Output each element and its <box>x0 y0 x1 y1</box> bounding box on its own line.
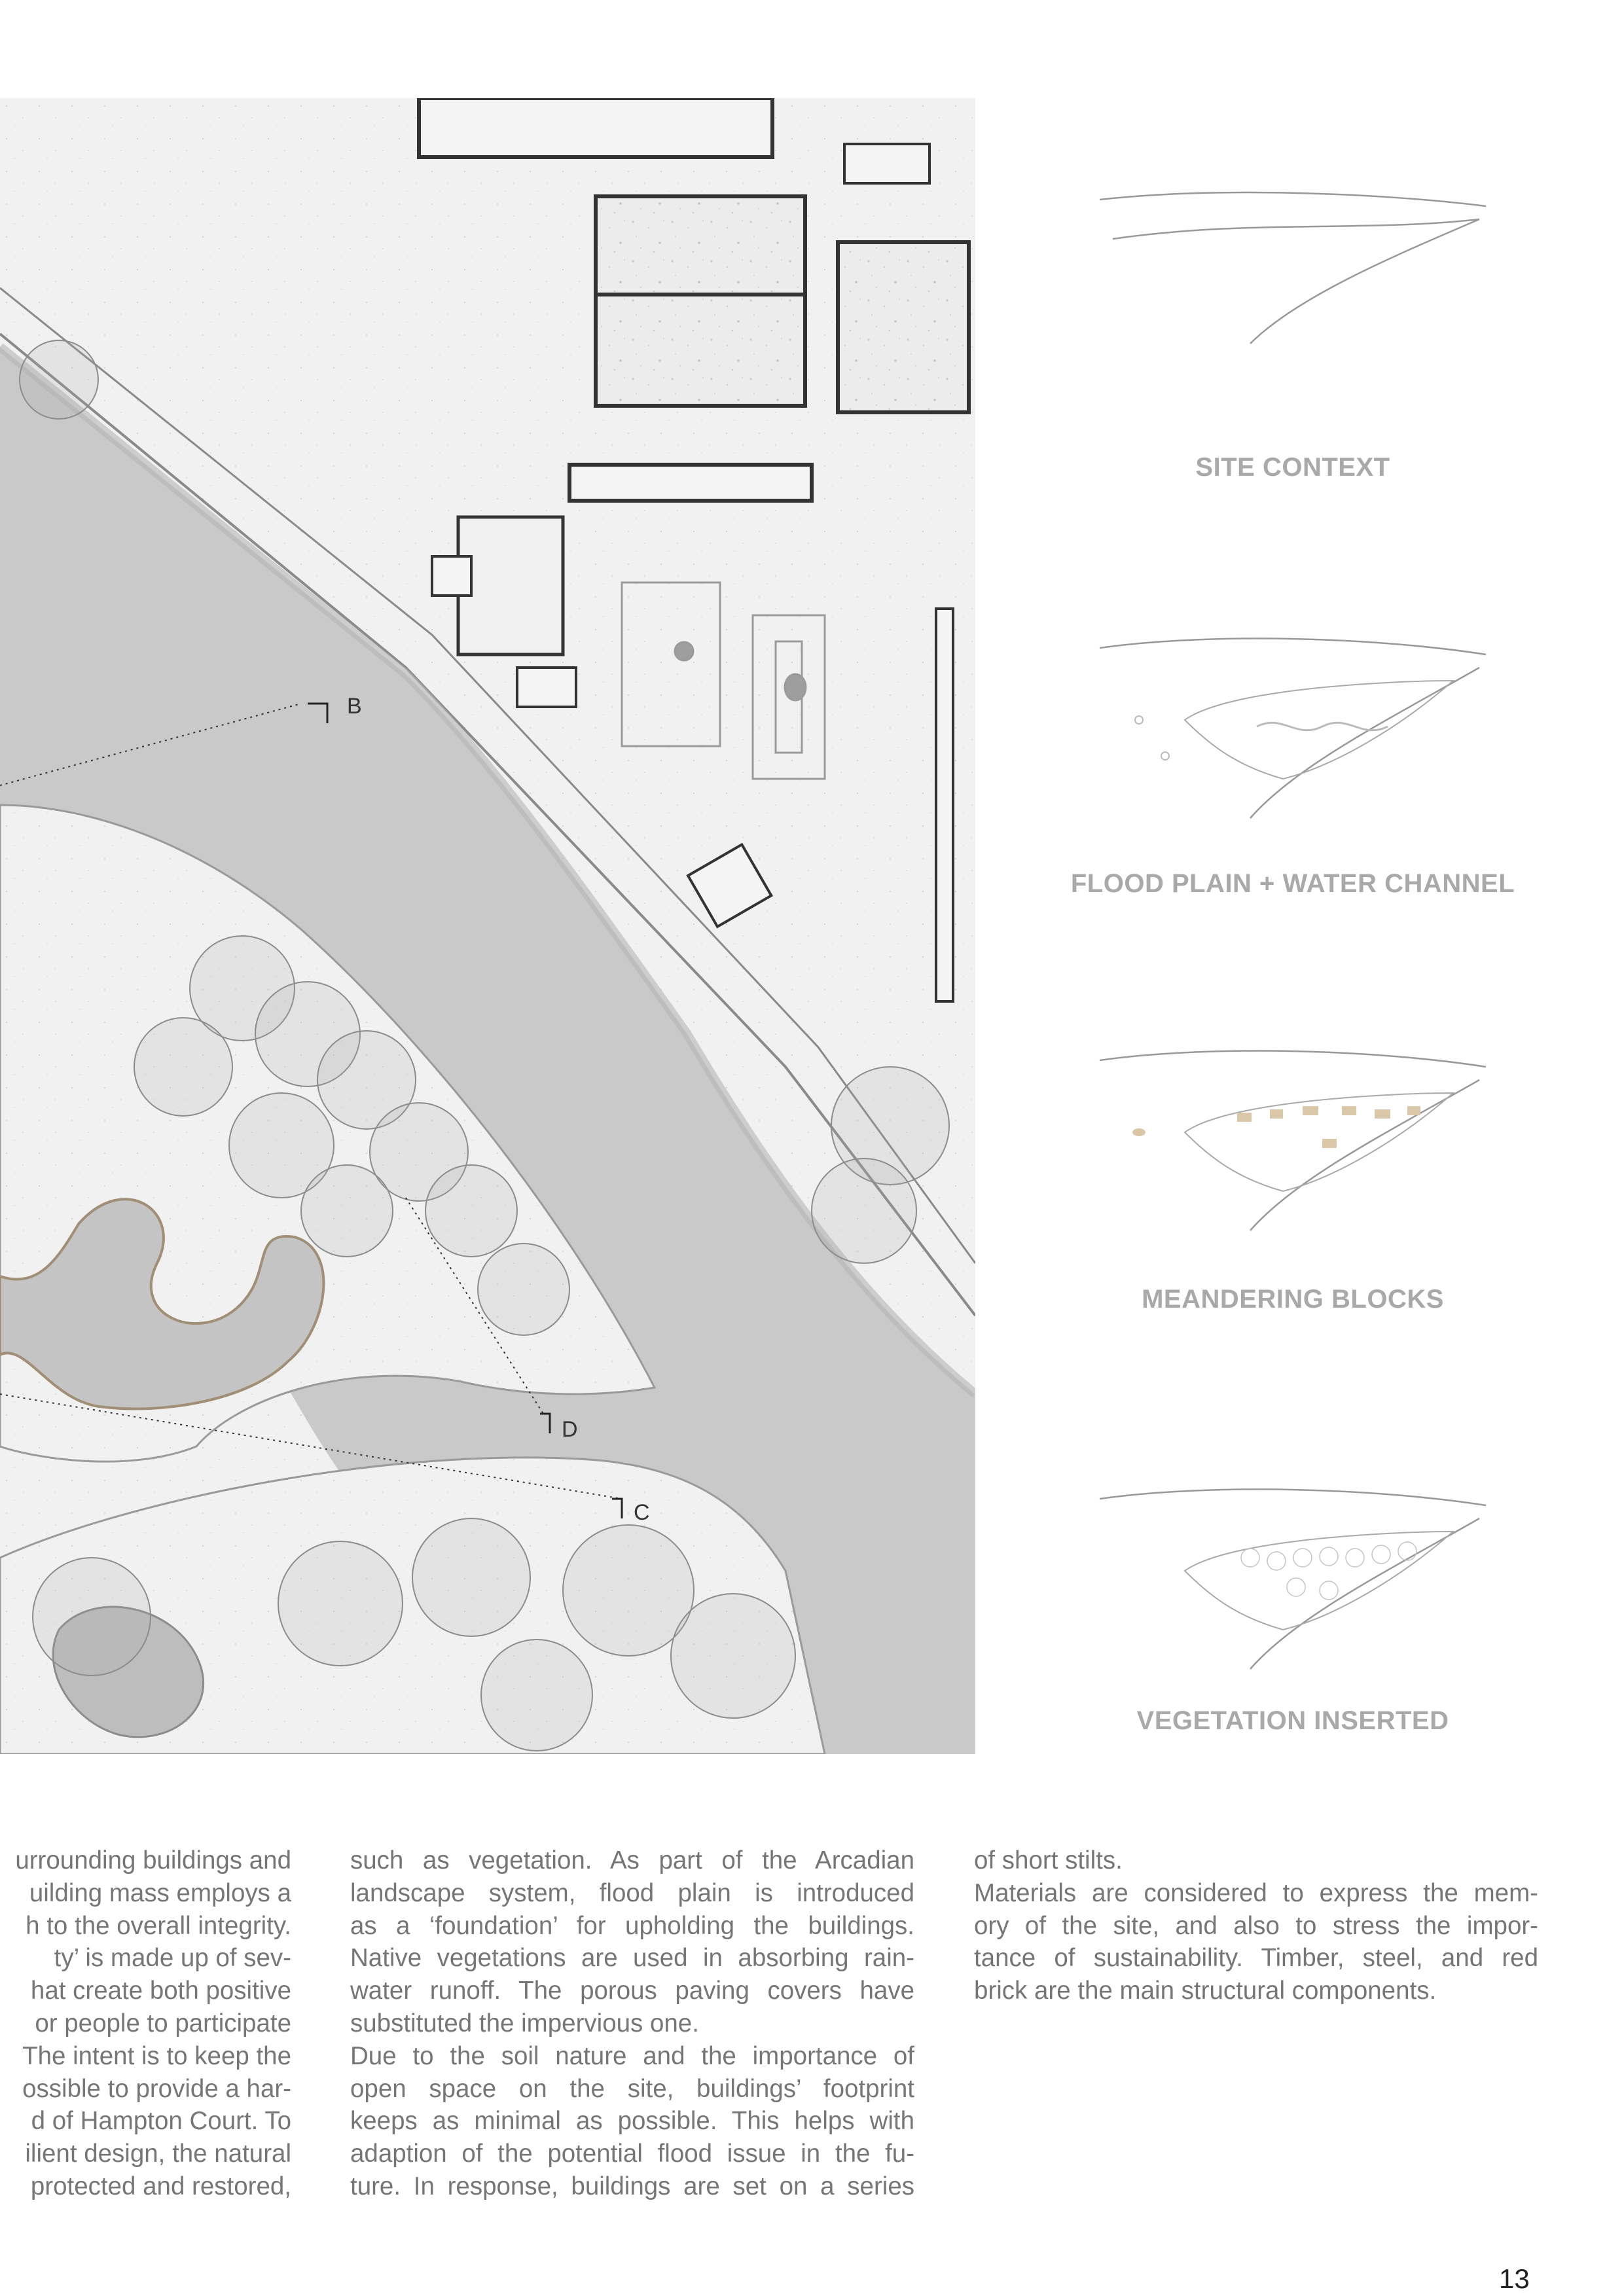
meandering-blocks-diagram <box>1087 1041 1506 1263</box>
text-line: hat create both positive <box>30 1977 291 2005</box>
text-line: landscape system, flood plain is introduced <box>350 1878 914 1907</box>
text-line: brick are the main structural components. <box>974 1977 1437 2005</box>
text-line: of short stilts. <box>974 1846 1123 1874</box>
text-line: ture. In response, buildings are set on a series <box>350 2172 914 2200</box>
text-column-3 <box>974 1844 1538 2007</box>
text-line: ossible to provide a har- <box>22 2074 291 2103</box>
text-line: h to the overall integrity. <box>26 1911 291 1940</box>
text-line: Materials are considered to express the mem- <box>974 1878 1538 1907</box>
caption-flood-plain: FLOOD PLAIN + WATER CHANNEL <box>1070 869 1515 898</box>
svg-text:C: C <box>634 1500 650 1525</box>
text-line: uilding mass employs a <box>29 1878 291 1907</box>
text-column-1 <box>0 1844 291 2203</box>
text-line: d of Hampton Court. To <box>31 2107 291 2136</box>
svg-text:B: B <box>347 694 362 719</box>
site-context-diagram <box>1087 180 1506 403</box>
vegetation-diagram <box>1087 1479 1506 1702</box>
text-line: Native vegetations are used in absorbing rain- <box>350 1944 914 1973</box>
text-line: ty’ is made up of sev- <box>54 1944 291 1973</box>
text-line: ory of the site, and also to stress the impor- <box>974 1911 1538 1940</box>
text-column-2 <box>350 1844 914 2203</box>
caption-vegetation: VEGETATION INSERTED <box>1136 1706 1449 1735</box>
caption-meandering-blocks: MEANDERING BLOCKS <box>1142 1285 1444 1314</box>
text-line: urrounding buildings and <box>15 1846 291 1874</box>
svg-text:D: D <box>562 1417 578 1442</box>
text-line: or people to participate <box>35 2009 291 2037</box>
text-line: water runoff. The porous paving covers have <box>350 1977 914 2005</box>
text-line: substituted the impervious one. <box>350 2009 699 2037</box>
text-line: open space on the site, buildings’ footprint <box>350 2074 914 2103</box>
text-line: Due to the soil nature and the importance of <box>350 2041 914 2070</box>
text-line: The intent is to keep the <box>22 2041 291 2070</box>
flood-plain-diagram <box>1087 628 1506 851</box>
text-line: ilient design, the natural <box>25 2140 291 2168</box>
text-line: tance of sustainability. Timber, steel, and red <box>974 1944 1538 1973</box>
text-line: such as vegetation. As part of the Arcadian <box>350 1846 914 1874</box>
caption-site-context: SITE CONTEXT <box>1195 453 1390 482</box>
text-line: protected and restored, <box>30 2172 291 2200</box>
site-plan-drawing <box>0 98 975 1754</box>
page-number: 13 <box>1499 2263 1530 2294</box>
text-line: as a ‘foundation’ for upholding the buildings. <box>350 1911 914 1940</box>
text-line: keeps as minimal as possible. This helps with <box>350 2107 914 2136</box>
text-line: adaption of the potential flood issue in the fu- <box>350 2140 914 2168</box>
